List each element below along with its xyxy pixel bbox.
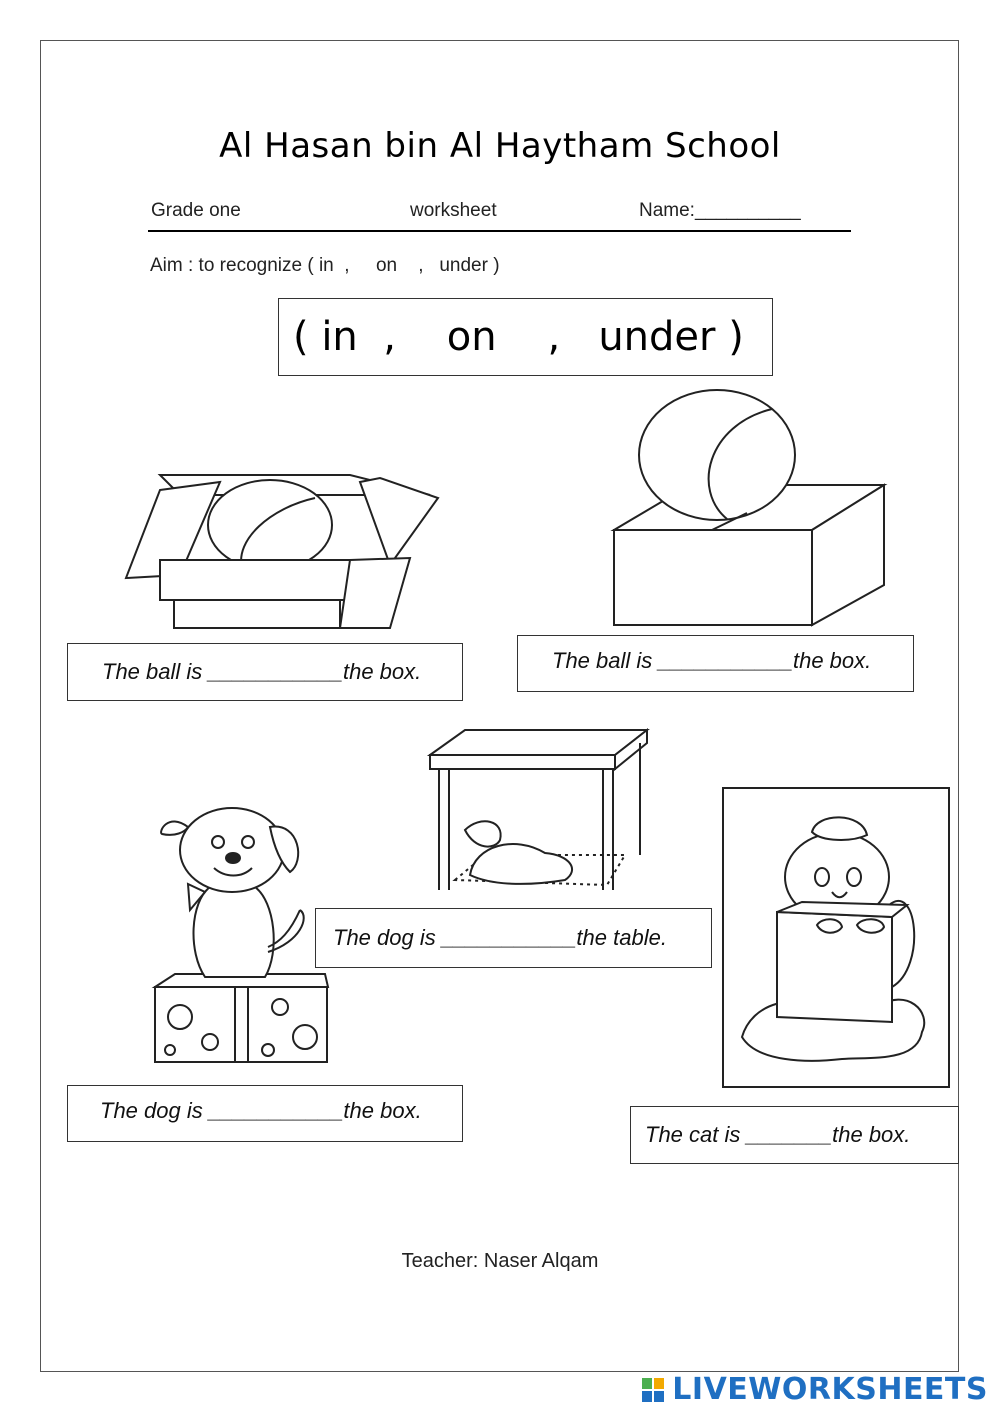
sentence-ball-in-box[interactable]: The ball is ___________the box. <box>67 643 463 701</box>
page-title: Al Hasan bin Al Haytham School <box>219 126 781 166</box>
worksheet-label: worksheet <box>410 200 497 221</box>
grade-label: Grade one <box>151 200 241 221</box>
liveworksheets-logo-icon <box>640 1375 666 1405</box>
dog-under-table-illustration <box>425 725 655 900</box>
sentence-dog-under-table[interactable]: The dog is ___________the table. <box>315 908 712 968</box>
header-rule <box>148 230 851 232</box>
ball-in-box-illustration <box>120 450 450 635</box>
cat-in-box-illustration <box>722 787 950 1088</box>
brand-footer[interactable] <box>640 1372 988 1407</box>
sentence-ball-on-box[interactable]: The ball is ___________the box. <box>517 635 914 692</box>
dog-on-box-illustration <box>150 792 335 1067</box>
ball-on-box-illustration <box>612 385 892 635</box>
sentence-cat-in-box[interactable]: The cat is _______the box. <box>630 1106 959 1164</box>
sentence-dog-on-box[interactable]: The dog is ___________the box. <box>67 1085 463 1142</box>
aim-text: Aim : to recognize ( in , on , under ) <box>150 255 500 276</box>
teacher-credit: Teacher: Naser Alqam <box>401 1250 599 1272</box>
word-bank: ( in , on , under ) <box>278 298 773 376</box>
name-field[interactable]: Name:__________ <box>639 200 801 221</box>
page-border <box>40 40 959 1372</box>
brand-name: LIVEWORKSHEETS <box>672 1372 988 1407</box>
